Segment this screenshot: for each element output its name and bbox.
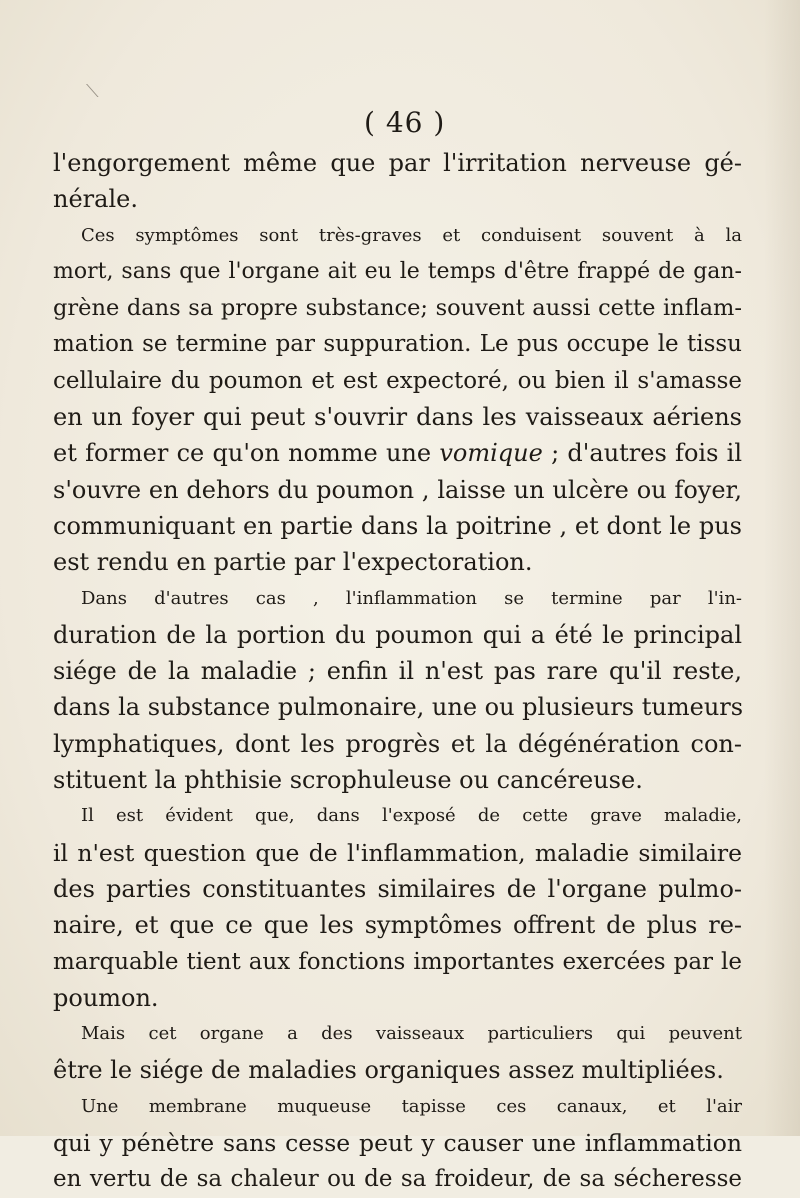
text-line: cellulaire du poumon et est expectoré, ou bien il s'amasse	[53, 367, 742, 394]
text-line: stituent la phthisie scrophuleuse ou cancéreuse.	[53, 766, 643, 795]
text-line: l'engorgement même que par l'irritation nerveuse gé-	[53, 149, 742, 177]
text-line: siége de la maladie ; enfin il n'est pas rare qu'il reste,	[53, 657, 742, 686]
italic-term: vomique	[439, 439, 543, 468]
text-line: il n'est question que de l'inflammation, maladie similaire	[53, 838, 742, 867]
text-line: Dans d'autres cas , l'inflammation se termine par l'in-	[81, 587, 742, 609]
text-line: nérale.	[53, 185, 138, 214]
text-line: Il est évident que, dans l'exposé de cette grave maladie,	[81, 805, 742, 827]
text-segment: ; d'autres fois il	[542, 439, 742, 468]
text-line	[53, 435, 742, 471]
text-line: poumon.	[53, 983, 159, 1012]
text-line: marquable tient aux fonctions importantes exercées par le	[53, 948, 742, 975]
body-text	[53, 145, 742, 1198]
text-line: grène dans sa propre substance; souvent aussi cette inflam-	[53, 295, 742, 322]
text-line: en vertu de sa chaleur ou de sa froideur, de sa sécheresse	[53, 1166, 742, 1193]
text-line: s'ouvre en dehors du poumon , laisse un ulcère ou foyer,	[53, 475, 742, 504]
page-edge-shadow	[764, 0, 800, 1136]
text-line: en un foyer qui peut s'ouvrir dans les vaisseaux aériens	[53, 403, 742, 432]
text-line: qui y pénètre sans cesse peut y causer une inflammation	[53, 1129, 742, 1158]
text-line: lymphatiques, dont les progrès et la dégénération con-	[53, 729, 742, 758]
text-line: être le siége de maladies organiques assez multipliées.	[53, 1056, 724, 1085]
text-line: mort, sans que l'organe ait eu le temps d'être frappé de gan-	[53, 258, 742, 284]
text-line: communiquant en partie dans la poitrine , et dont le pus	[53, 511, 742, 540]
text-line: est rendu en partie par l'expectoration.	[53, 548, 533, 577]
text-line: Mais cet organe a des vaisseaux particuliers qui peuvent	[81, 1023, 742, 1045]
stray-pen-mark: ⟍	[86, 81, 99, 102]
text-line: dans la substance pulmonaire, une ou plusieurs tumeurs	[53, 693, 744, 722]
text-line: mation se termine par suppuration. Le pus occupe le tissu	[53, 331, 742, 358]
text-line: Une membrane muqueuse tapisse ces canaux, et l'air	[81, 1095, 742, 1117]
text-segment: et former ce qu'on nomme une	[53, 439, 440, 468]
text-line: naire, et que ce que les symptômes offrent de plus re-	[53, 911, 742, 940]
text-line: Ces symptômes sont très-graves et conduisent souvent à la	[81, 224, 742, 246]
text-line: des parties constituantes similaires de l'organe pulmo-	[53, 874, 742, 903]
page-number: ( 46 )	[364, 106, 446, 139]
text-line: duration de la portion du poumon qui a été le principal	[53, 620, 742, 649]
